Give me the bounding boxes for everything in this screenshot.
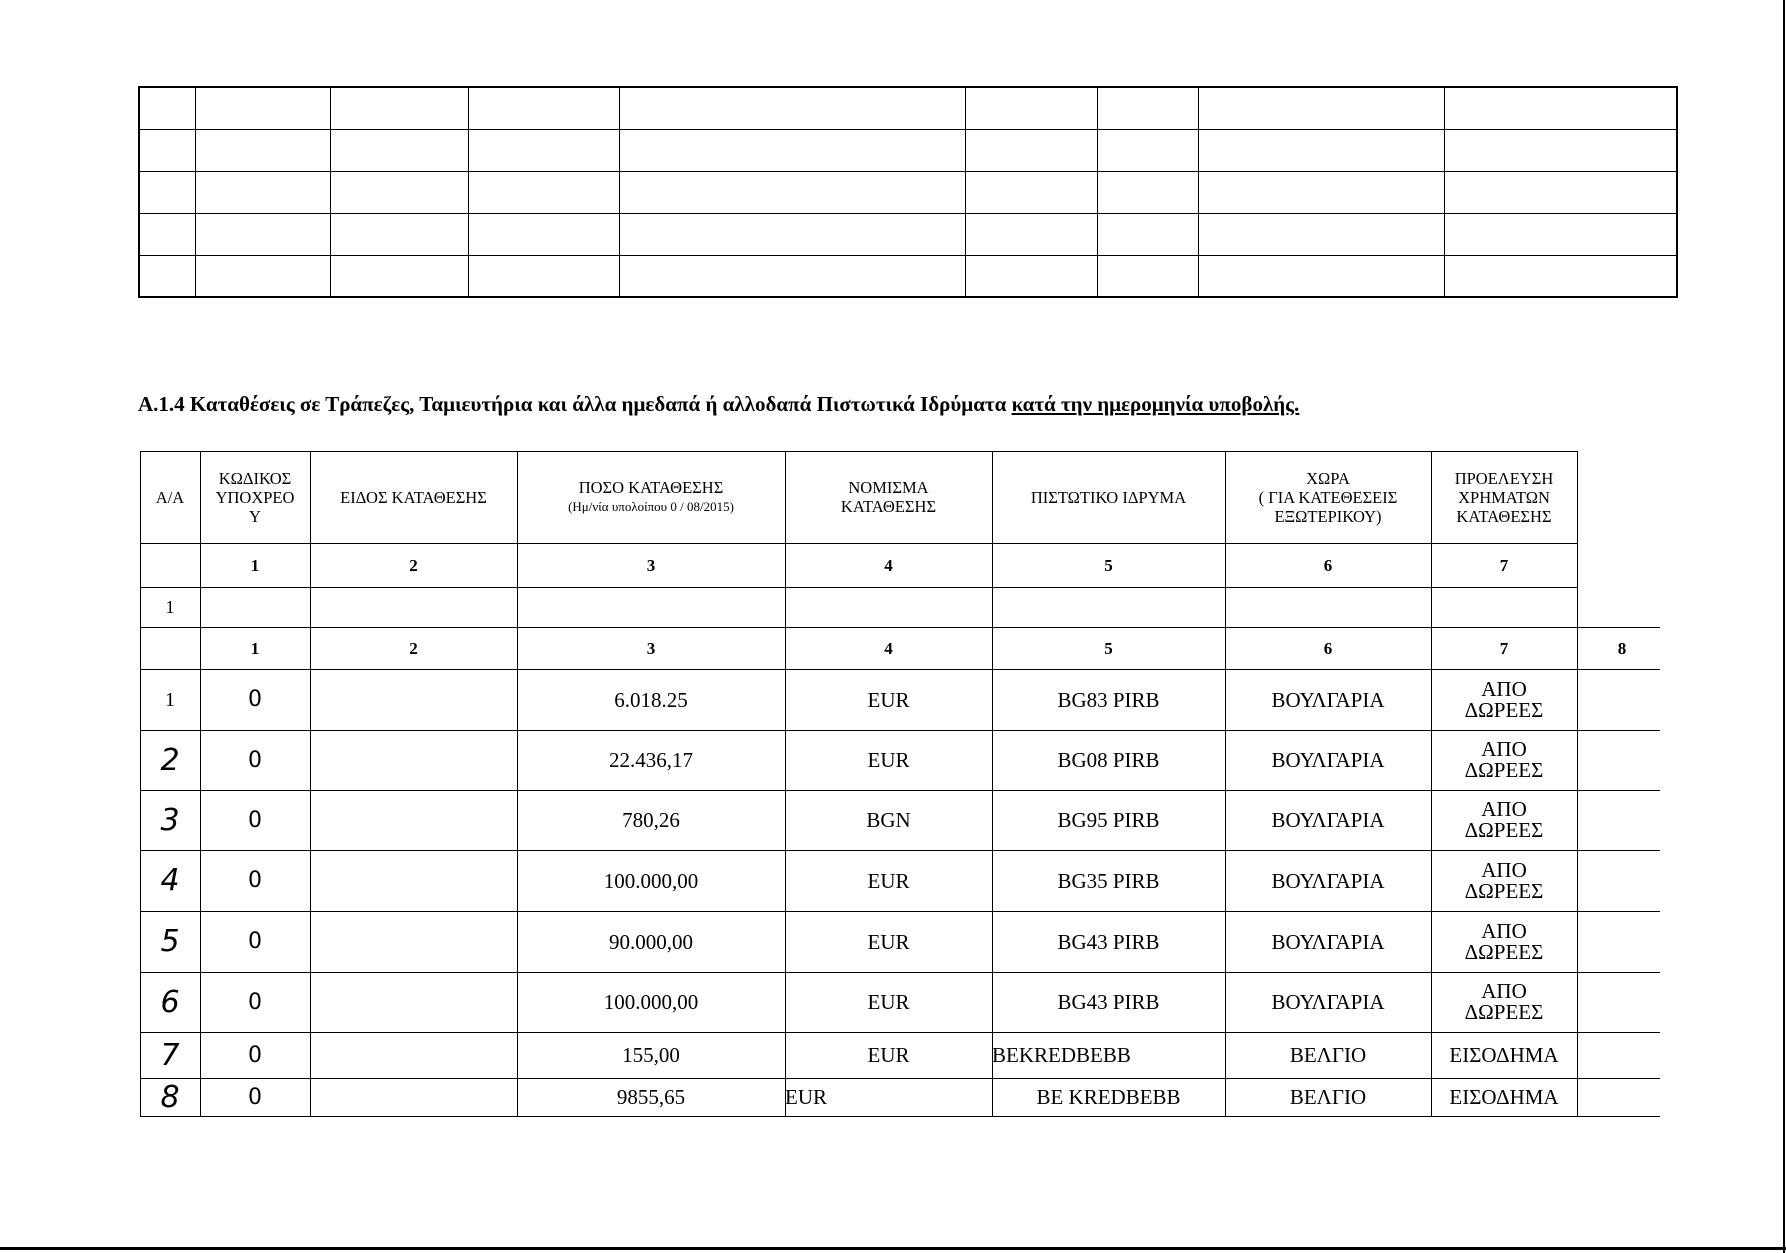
row-amount: 155,00	[622, 1043, 680, 1067]
header-code-l3: Υ	[249, 506, 261, 526]
row-aa: 6	[160, 984, 180, 1020]
row-origin	[1431, 1078, 1577, 1116]
row-aa: 1	[165, 688, 175, 711]
row-currency: EUR	[867, 990, 910, 1014]
row-origin	[1431, 850, 1577, 911]
row-origin-l1: ΑΠΟ	[1481, 797, 1527, 821]
row-origin	[1431, 972, 1577, 1032]
row-institution: BE KREDBEBB	[1036, 1085, 1181, 1109]
header-amount-note: (Ημ/νία υπολοίπου 0 / 08/2015)	[568, 499, 734, 514]
col-number-2: 3	[646, 638, 656, 658]
row-country: ΒΟΥΛΓΑΡΙΑ	[1271, 748, 1385, 772]
row-code: 0	[248, 747, 262, 773]
row-amount: 100.000,00	[603, 868, 699, 893]
row-currency: EUR	[867, 1043, 910, 1067]
row-institution: BG43 PIRB	[1057, 929, 1160, 954]
col-number: 2	[409, 555, 418, 575]
col-number-2: 7	[1499, 638, 1509, 658]
col-number-2: 2	[409, 638, 418, 658]
header-amount	[517, 451, 785, 543]
header-institution: ΠΙΣΤΩΤΙΚΟ ΙΔΡΥΜΑ	[1030, 487, 1187, 507]
header-country-l2: ( ΓΙΑ ΚΑΤΕΘΕΣΕΙΣ	[1258, 487, 1398, 507]
row-currency: EUR	[867, 868, 910, 893]
row-origin	[1431, 1032, 1577, 1078]
col-number: 4	[884, 555, 893, 575]
header-origin-l1: ΠΡΟΕΛΕΥΣΗ	[1454, 468, 1554, 488]
col-number: 5	[1104, 555, 1113, 575]
grid-line	[140, 1116, 1660, 1117]
row-institution: BEKREDBEBB	[992, 1043, 1131, 1067]
col-number: 1	[250, 555, 260, 575]
row-origin-l2: ΔΩΡΕΕΣ	[1464, 697, 1544, 722]
row-code: 0	[248, 807, 262, 833]
grid-line	[1577, 451, 1578, 627]
row-aa: 5	[160, 924, 180, 959]
row-currency: EUR	[785, 1085, 827, 1109]
col-number: 7	[1499, 555, 1509, 575]
row-code: 0	[248, 1084, 262, 1110]
row-country: ΒΟΥΛΓΑΡΙΑ	[1271, 990, 1385, 1014]
header-country-l3: ΕΞΩΤΕΡΙΚΟΥ)	[1274, 506, 1382, 526]
header-currency-l2: ΚΑΤΑΘΕΣΗΣ	[840, 497, 937, 516]
row-amount: 780,26	[622, 808, 680, 832]
row-currency: EUR	[867, 929, 910, 954]
grid-line	[140, 587, 1577, 588]
row-origin	[1431, 730, 1577, 790]
header-country	[1225, 451, 1431, 543]
row-code: 0	[248, 868, 262, 893]
row-aa: 4	[160, 863, 180, 898]
row-amount: 100.000,00	[603, 990, 699, 1014]
row-institution: BG95 PIRB	[1057, 808, 1160, 832]
grid-line	[310, 627, 311, 1116]
header-amount-l1: ΠΟΣΟ ΚΑΤΑΘΕΣΗΣ	[578, 478, 724, 497]
row-code: 0	[248, 1042, 262, 1068]
header-code	[200, 451, 310, 543]
row-institution: BG08 PIRB	[1057, 748, 1160, 772]
row-origin-l2: ΔΩΡΕΕΣ	[1464, 818, 1544, 842]
col-number: 6	[1323, 555, 1333, 575]
row-institution: BG35 PIRB	[1057, 868, 1160, 893]
row-amount: 90.000,00	[609, 929, 693, 954]
row-amount: 6.018.25	[614, 687, 688, 712]
row-origin-l1: ΕΙΣΟΔΗΜΑ	[1449, 1084, 1559, 1109]
row-origin	[1431, 911, 1577, 972]
row-origin-l1: ΑΠΟ	[1481, 737, 1527, 761]
header-code-l2: ΥΠΟΧΡΕΟ	[215, 487, 295, 507]
row-origin-l1: ΑΠΟ	[1481, 857, 1527, 882]
row-amount: 9855,65	[616, 1085, 686, 1109]
section-heading	[138, 392, 1299, 417]
row-country: ΒΟΥΛΓΑΡΙΑ	[1271, 687, 1385, 712]
row-aa: 8	[160, 1079, 180, 1115]
row-origin	[1431, 669, 1577, 730]
col-number-2: 8	[1617, 638, 1627, 658]
row-aa: 2	[160, 742, 180, 778]
row-aa: 3	[160, 802, 180, 838]
row-currency: EUR	[867, 687, 910, 712]
row-currency: BGN	[866, 808, 911, 832]
row-origin-l1: ΑΠΟ	[1481, 918, 1527, 943]
grid-line	[1577, 627, 1578, 1116]
row-origin-l1: ΑΠΟ	[1481, 676, 1527, 701]
row-origin-l1: ΕΙΣΟΔΗΜΑ	[1449, 1042, 1559, 1067]
header-origin-l2: ΧΡΗΜΑΤΩΝ	[1458, 487, 1550, 507]
row-amount: 22.436,17	[609, 748, 693, 772]
row-origin	[1431, 790, 1577, 850]
row-aa: 7	[160, 1037, 180, 1073]
row-code: 0	[248, 989, 262, 1015]
row-country: ΒΟΥΛΓΑΡΙΑ	[1271, 929, 1385, 954]
row-origin-l1: ΑΠΟ	[1481, 979, 1527, 1003]
col-number-2: 5	[1104, 638, 1113, 658]
page-right-border	[1783, 0, 1785, 1253]
section-title-underlined: κατά την ημερομηνία υποβολής.	[1011, 392, 1300, 416]
col-number-2: 4	[884, 638, 893, 658]
section-title: Καταθέσεις σε Τράπεζες, Ταμιευτήρια και άλλα ημεδαπά ή αλλοδαπά Πιστωτικά Ιδρύματα	[189, 392, 1007, 416]
row-origin-l2: ΔΩΡΕΕΣ	[1464, 1000, 1544, 1024]
header-country-l1: ΧΩΡΑ	[1306, 468, 1350, 488]
col-number: 3	[646, 555, 656, 575]
row-institution: BG43 PIRB	[1057, 990, 1160, 1014]
header-type: ΕΙΔΟΣ ΚΑΤΑΘΕΣΗΣ	[340, 487, 487, 507]
empty-top-table	[138, 86, 1678, 298]
header-currency	[785, 451, 992, 543]
row-currency: EUR	[867, 748, 910, 772]
row-code: 0	[248, 687, 262, 712]
row-origin-l2: ΔΩΡΕΕΣ	[1464, 939, 1544, 964]
section-number: A.1.4	[138, 392, 185, 416]
row-country: ΒΟΥΛΓΑΡΙΑ	[1271, 868, 1385, 893]
row-country: ΒΕΛΓΙΟ	[1289, 1043, 1367, 1067]
header-origin-l3: ΚΑΤΑΘΕΣΗΣ	[1456, 506, 1552, 526]
col-number-2: 1	[250, 638, 260, 658]
row-origin-l2: ΔΩΡΕΕΣ	[1464, 878, 1544, 903]
first-row-index: 1	[165, 597, 175, 617]
col-number-2: 6	[1323, 638, 1333, 658]
header-currency-l1: ΝΟΜΙΣΜΑ	[848, 478, 929, 497]
page-bottom-border	[0, 1247, 1786, 1250]
row-origin-l2: ΔΩΡΕΕΣ	[1464, 758, 1544, 782]
header-aa: Α/Α	[155, 487, 185, 507]
header-code-l1: ΚΩΔΙΚΟΣ	[218, 468, 292, 488]
row-institution: BG83 PIRB	[1057, 687, 1160, 712]
row-code: 0	[248, 929, 262, 954]
row-country: ΒΕΛΓΙΟ	[1289, 1085, 1367, 1109]
header-origin	[1431, 451, 1577, 543]
row-country: ΒΟΥΛΓΑΡΙΑ	[1271, 808, 1385, 832]
